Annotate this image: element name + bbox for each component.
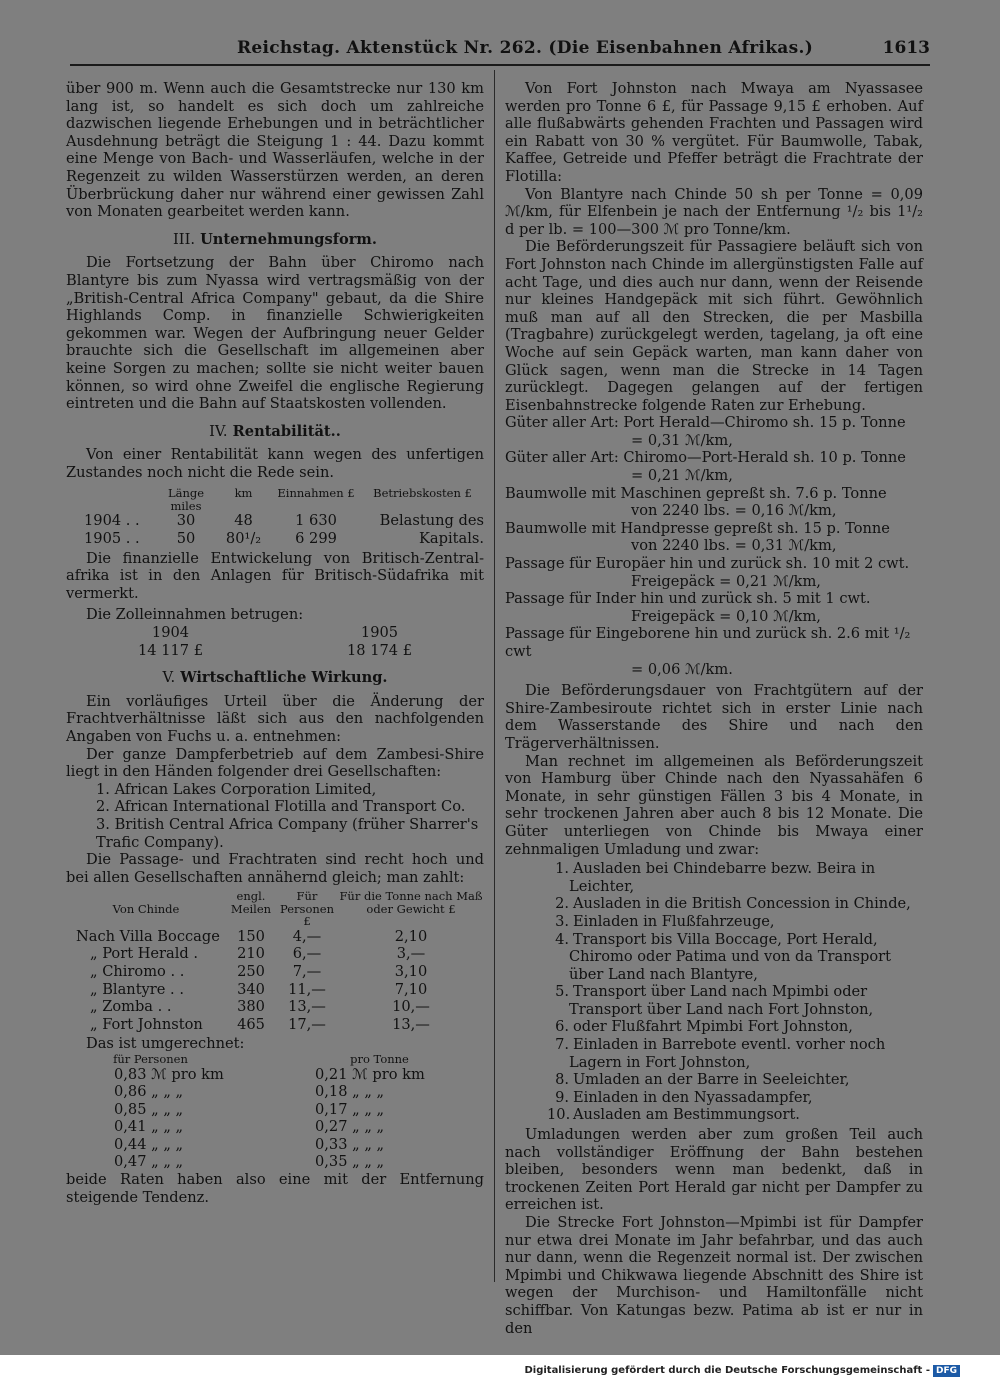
paragraph: Der ganze Dampferbetrieb auf dem Zambesi-Shire liegt in den Händen folgender drei Gesellschaften:	[66, 745, 484, 781]
list-item: Baumwolle mit Handpresse gepreßt sh. 15 p. Tonne von 2240 lbs. = 0,31 ℳ/km,	[505, 519, 890, 555]
section-heading-5: V. Wirtschaftliche Wirkung.	[162, 669, 388, 687]
list-item: Baumwolle mit Maschinen gepreßt sh. 7.6 p. Tonne von 2240 lbs. = 0,16 ℳ/km,	[505, 484, 887, 520]
table-row: 1904 . . 30 48 1 630 Belastung des	[84, 512, 484, 530]
list-item: 1. Ausladen bei Chindebarre bezw. Beira in Leichter,	[555, 860, 876, 895]
paragraph: Das ist umgerechnet:	[86, 1035, 245, 1053]
paragraph: Die Passage- und Frachtraten sind recht hoch und bei allen Gesellschaften annähernd gleich; man zahlt:	[66, 851, 484, 886]
rentability-table: Länge miles km Einnahmen £ Betriebskosten £ 1904 . . 30 48 1 630 Belastung des 1905 . . 50 80¹/₂ 6 299 Kapitals.	[66, 487, 484, 547]
section-heading-4: IV. Rentabilität..	[209, 422, 341, 440]
reloading-steps-list	[505, 860, 923, 1124]
customs-table: 1904 1905 14 117 £ 18 174 £	[138, 624, 412, 659]
conversion-table: für Personen pro Tonne 0,83 ℳ pro km 0,21 ℳ pro km 0,86 „ „ „ 0,18 „ „ „ 0,85 „ „ „ 0,17 „ „ „ 0,41 „ „ „ 0,27 „ „ „ 0,44 „ „ „ 0,33 „ „ „ 0,47 „ „ „ 0,35 „ „ „	[66, 1053, 484, 1171]
table-row: 0,44 „ „ „ 0,33 „ „ „	[114, 1135, 385, 1153]
page-header	[70, 38, 930, 66]
paragraph: Man rechnet im allgemeinen als Beförderungszeit von Hamburg über Chinde nach den Nyassahäfen 6 Monate, in sehr günstigen Fällen 3 bis 4 Monate, in sehr trockenen Jahren aber auch 8 bis 12 Monate. Die Güter unterliegen von Chinde bis Mwaya einer zehnmaligen Umladung und zwar:	[505, 752, 923, 858]
table-row: 0,85 „ „ „ 0,17 „ „ „	[114, 1100, 385, 1118]
table-row: Nach Villa Boccage 150 4,— 2,10	[76, 927, 428, 945]
paragraph: Die Zolleinnahmen betrugen:	[86, 606, 304, 624]
list-item: 7. Einladen in Barrebote eventl. vorher noch Lagern in Fort Johnston,	[555, 1036, 886, 1071]
list-item: 5. Transport über Land nach Mpimbi oder Transport über Land nach Fort Johnston,	[555, 983, 874, 1018]
list-item: Güter aller Art: Port Herald—Chiromo sh. 15 p. Tonne = 0,31 ℳ/km,	[505, 414, 906, 449]
paragraph: über 900 m. Wenn auch die Gesamtstrecke nur 130 km lang ist, so handelt es sich doch um zahlreiche dazwischen liegende Erhebungen und in beträchtlicher Ausdehnung beträgt die Steigung 1 : 44. Dazu kommt eine Menge von Bach- und Wasserläufen, welche in der Regenzeit zu wilden Wasserstürzen werden, an deren Überbrückung daher nur während einer gewissen Zahl von Monaten gearbeitet werden kann.	[66, 80, 484, 221]
list-item: 3. Einladen in Flußfahrzeuge,	[555, 912, 775, 930]
digitization-credit: Digitalisierung gefördert durch die Deutsche Forschungsgemeinschaft - DFG	[524, 1365, 960, 1377]
column-divider	[494, 70, 495, 1282]
company-list	[66, 781, 484, 851]
paragraph: Von Blantyre nach Chinde 50 sh per Tonne = 0,09 ℳ/km, für Elfenbein je nach der Entfernung ¹/₂ bis 1¹/₂ d per lb. = 100—300 ℳ pro Tonne/km.	[505, 185, 923, 238]
list-item: 9. Einladen in den Nyassadampfer,	[555, 1088, 813, 1106]
list-item: 3. British Central Africa Company (früher Sharrer's Trafic Company).	[96, 815, 479, 851]
paragraph: Von Fort Johnston nach Mwaya am Nyassasee werden pro Tonne 6 £, für Passage 9,15 £ erhoben. Auf alle flußabwärts gehenden Frachten und Passagen wird ein Rabatt von 30 % vergütet. Für Baumwolle, Tabak, Kaffee, Getreide und Pfeffer beträgt die Frachtrate der Flotilla:	[505, 80, 923, 185]
list-item: 2. Ausladen in die British Concession in Chinde,	[555, 895, 911, 913]
paragraph: Ein vorläufiges Urteil über die Änderung der Frachtverhältnisse läßt sich aus den nachfolgenden Angaben von Fuchs u. a. entnehmen:	[66, 692, 484, 745]
paragraph: Die finanzielle Entwickelung von Britisch-Zentral-afrika ist in den Anlagen für Britisch-Südafrika mit vermerkt.	[66, 549, 484, 602]
list-item: 2. African International Flotilla and Transport Co.	[96, 798, 466, 816]
paragraph: Die Beförderungsdauer von Frachtgütern auf der Shire-Zambesiroute richtet sich in erster Linie nach dem Wasserstande des Shire und nach den Trägerverhältnissen.	[505, 682, 923, 752]
paragraph: Die Beförderungszeit für Passagiere beläuft sich von Fort Johnston nach Chinde im allergünstigsten Falle auf acht Tage, und dies auch nur dann, wenn der Reisende nur kleines Handgepäck mit sich führt. Gewöhnlich muß man auf all den Strecken, die per Masbilla (Tragbahre) zurückgelegt werden, tagelang, ja oft eine Woche auf sein Gepäck warten, man kann daher von Glück sagen, wenn man die Strecke in 14 Tagen zurücklegt. Dagegen gelangen auf der fertigen Eisenbahnstrecke folgende Raten zur Erhebung.	[505, 238, 923, 414]
list-item: 8. Umladen an der Barre in Seeleichter,	[555, 1071, 850, 1089]
list-item: Passage für Inder hin und zurück sh. 5 mit 1 cwt. Freigepäck = 0,10 ℳ/km,	[505, 590, 871, 625]
list-item: 1. African Lakes Corporation Limited,	[96, 780, 377, 798]
list-item: 6. oder Flußfahrt Mpimbi Fort Johnston,	[555, 1018, 853, 1036]
page-header-title: Reichstag. Aktenstück Nr. 262. (Die Eisenbahnen Afrikas.)	[236, 38, 814, 58]
right-column	[505, 80, 923, 1337]
paragraph: Die Strecke Fort Johnston—Mpimbi ist für Dampfer nur etwa drei Monate im Jahr befahrbar, und das auch nur dann, wenn die Regenzeit normal ist. Der zwischen Mpimbi und Chikwawa liegende Abschnitt des Shire ist wegen der Murchison- und Hamiltonfälle nicht schiffbar. Von Katungas bezw. Patima ab ist er nur in den	[505, 1214, 923, 1337]
paragraph: beide Raten haben also eine mit der Entfernung steigende Tendenz.	[66, 1171, 484, 1206]
list-item: 4. Transport bis Villa Boccage, Port Herald, Chiromo oder Patima und von da Transport über Land nach Blantyre,	[555, 930, 892, 983]
table-row: 0,83 ℳ pro km 0,21 ℳ pro km	[114, 1065, 425, 1083]
fare-table: Von Chinde engl. Meilen Für Personen £ Für die Tonne nach Maß oder Gewicht £ Nach Villa Boccage 150 4,— 2,10 „ Port Herald . 210 6,— 3,— „ Chiromo . . 250 7,— 3,10 „ Blantyre . . 340 11,— 7,10 „ Zomba . . 380 13,— 10,— „ Fort Johnston 465 17,— 13,—	[66, 890, 484, 1033]
page-number: 1613	[882, 38, 930, 58]
table-row: „ Blantyre . . 340 11,— 7,10	[90, 980, 428, 998]
list-item: Passage für Eingeborene hin und zurück sh. 2.6 mit ¹/₂ cwt = 0,06 ℳ/km.	[505, 625, 911, 678]
list-item: Güter aller Art: Chiromo—Port-Herald sh. 10 p. Tonne = 0,21 ℳ/km,	[505, 449, 906, 485]
table-row: „ Fort Johnston 465 17,— 13,—	[90, 1015, 430, 1033]
table-row: 1905 . . 50 80¹/₂ 6 299 Kapitals.	[84, 530, 484, 548]
table-row: „ Zomba . . 380 13,— 10,—	[90, 998, 430, 1016]
table-row: „ Chiromo . . 250 7,— 3,10	[90, 963, 428, 981]
table-row: 0,86 „ „ „ 0,18 „ „ „	[114, 1083, 385, 1101]
paragraph: Umladungen werden aber zum großen Teil auch nach vollständiger Eröffnung der Bahn bestehen bleiben, besonders wenn man bedenkt, daß in trockenen Zeiten Port Herald gar nicht per Dampfer zu erreichen ist.	[505, 1126, 923, 1214]
table-row: 0,47 „ „ „ 0,35 „ „ „	[114, 1153, 385, 1171]
section-heading-3: III. Unternehmungsform.	[173, 230, 377, 248]
rate-list	[505, 414, 923, 678]
table-row: 0,41 „ „ „ 0,27 „ „ „	[114, 1118, 385, 1136]
paragraph: Die Fortsetzung der Bahn über Chiromo nach Blantyre bis zum Nyassa wird vertragsmäßig von der „British-Central Africa Company" gebaut, da die Shire Highlands Comp. in finanzielle Schwierigkeiten gekommen war. Wegen der Aufbringung neuer Gelder brauchte sich die Gesellschaft im allgemeinen aber keine Sorgen zu machen; sollte sie nicht weiter bauen können, so wird ohne Zweifel die englische Regierung eintreten und die Bahn auf Staatskosten vollenden.	[66, 254, 484, 413]
list-item: Passage für Europäer hin und zurück sh. 10 mit 2 cwt. Freigepäck = 0,21 ℳ/km,	[505, 555, 910, 590]
paragraph: Von einer Rentabilität kann wegen des unfertigen Zustandes noch nicht die Rede sein.	[66, 446, 484, 481]
list-item: 10. Ausladen am Bestimmungsort.	[547, 1106, 800, 1124]
table-row: „ Port Herald . 210 6,— 3,—	[90, 945, 426, 963]
left-column	[66, 80, 484, 1206]
dfg-logo: DFG	[933, 1365, 960, 1377]
